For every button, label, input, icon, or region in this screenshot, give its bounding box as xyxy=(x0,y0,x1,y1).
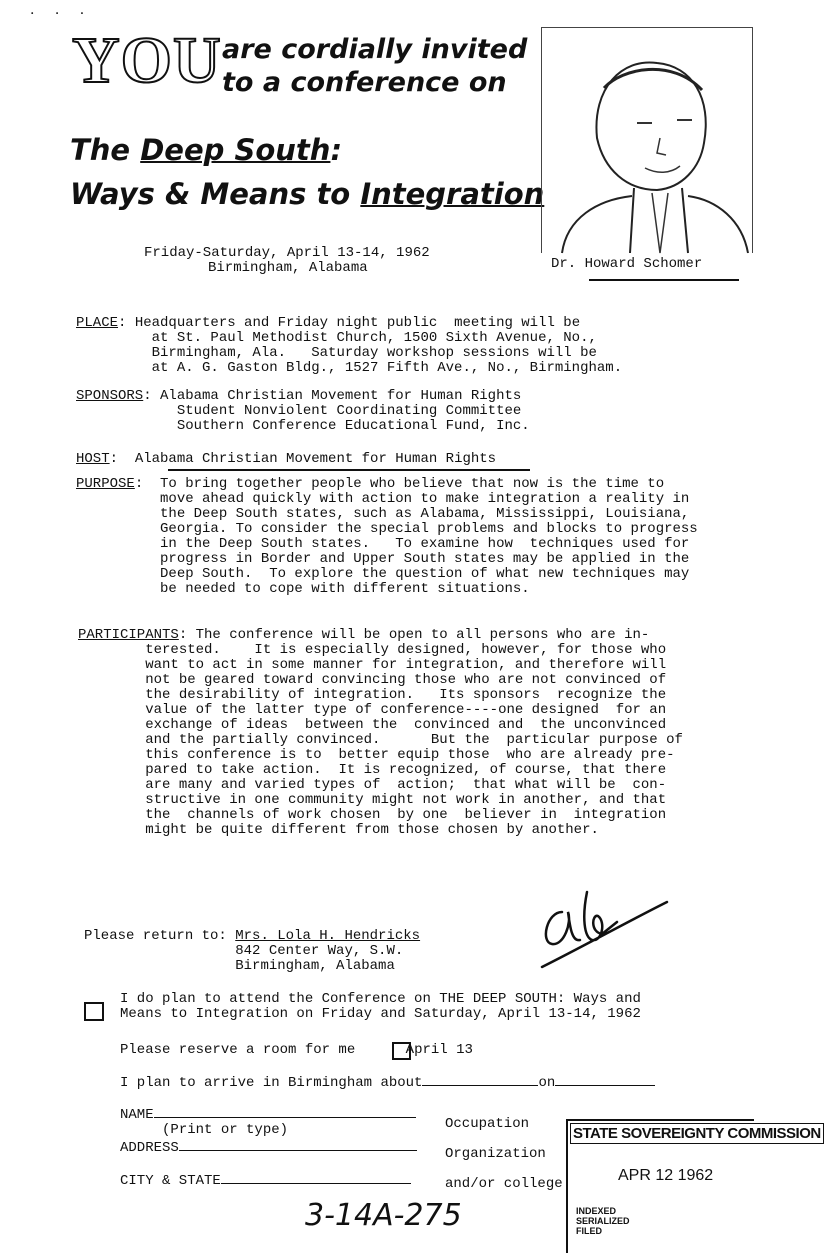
participants-line: : The conference will be open to all persons who are in- xyxy=(178,627,650,643)
participants-line: structive in one community might not work in another, and that xyxy=(78,792,667,808)
participants-section xyxy=(78,628,683,838)
arrive-on-text: on xyxy=(538,1075,556,1091)
arrive-date-field[interactable] xyxy=(555,1073,655,1086)
purpose-line: be needed to cope with different situations. xyxy=(76,581,530,597)
purpose-line: move ahead quickly with action to make integration a reality in xyxy=(76,491,690,507)
attend-line: Means to Integration on Friday and Saturday, April 13-14, 1962 xyxy=(120,1006,641,1022)
purpose-line: progress in Border and Upper South states may be applied in the xyxy=(76,551,690,567)
event-date-text: Friday-Saturday, April 13-14, 1962 xyxy=(144,245,430,261)
title-integration: Integration xyxy=(360,177,545,211)
stamp-indexed: INDEXED xyxy=(576,1206,617,1216)
participants-line: and the partially convinced. But the particular purpose of xyxy=(78,732,683,748)
organization-label: Organization xyxy=(445,1146,546,1162)
handwritten-signature xyxy=(532,882,672,977)
stamp-date: APR 12 1962 xyxy=(618,1167,714,1184)
stamp-title: STATE SOVEREIGNTY COMMISSION xyxy=(570,1123,824,1144)
address-label: ADDRESS xyxy=(120,1140,179,1156)
address-field[interactable] xyxy=(179,1138,417,1151)
arrive-text: I plan to arrive in Birmingham about xyxy=(120,1075,423,1091)
title-line-2: Ways & Means to Integration xyxy=(70,177,545,211)
sponsor-line: : Alabama Christian Movement for Human Rights xyxy=(143,388,522,404)
place-line: Birmingham, Ala. Saturday workshop sessions will be xyxy=(76,345,597,361)
participants-line: terested. It is especially designed, however, for those who xyxy=(78,642,667,658)
purpose-line: : To bring together people who believe that now is the time to xyxy=(134,476,665,492)
place-line: at St. Paul Methodist Church, 1500 Sixth Avenue, No., xyxy=(76,330,597,346)
document-number: 3-14A-275 xyxy=(305,1198,462,1233)
occupation-fields xyxy=(445,1117,563,1192)
participants-line: value of the latter type of conference----one designed for an xyxy=(78,702,667,718)
event-city-text: Birmingham, Alabama xyxy=(208,260,368,276)
title-deep-south: Deep South xyxy=(140,133,331,167)
reserve-date: April 13 xyxy=(405,1042,473,1058)
arrival-line xyxy=(120,1073,655,1091)
participants-line: this conference is to better equip those who are already pre- xyxy=(78,747,675,763)
city-state-field[interactable] xyxy=(221,1171,411,1184)
stamp-index-lines xyxy=(576,1206,630,1236)
stamp-filed: FILED xyxy=(576,1226,602,1236)
purpose-line: the Deep South states, such as Alabama, Mississippi, Louisiana, xyxy=(76,506,690,522)
attend-line: I do plan to attend the Conference on THE DEEP SOUTH: Ways and xyxy=(120,991,641,1007)
return-label: Please return to: xyxy=(84,928,227,944)
portrait-sketch xyxy=(542,28,752,253)
sponsor-line: Student Nonviolent Coordinating Committee xyxy=(76,403,522,419)
host-text: : Alabama Christian Movement for Human Rights xyxy=(109,451,497,467)
participants-line: want to act in some manner for integration, and therefore will xyxy=(78,657,667,673)
return-name: Mrs. Lola H. Hendricks xyxy=(235,928,421,944)
reserve-text: Please reserve a room for me xyxy=(120,1042,356,1058)
college-label: and/or college xyxy=(445,1176,563,1192)
purpose-label: PURPOSE xyxy=(76,476,135,492)
purpose-section xyxy=(76,477,698,597)
arrive-time-field[interactable] xyxy=(422,1073,538,1086)
title-line-1: The Deep South: xyxy=(70,133,343,167)
name-label: NAME xyxy=(120,1107,154,1123)
place-label: PLACE xyxy=(76,315,119,331)
city-state-label: CITY & STATE xyxy=(120,1173,221,1189)
host-section xyxy=(76,452,496,467)
return-address xyxy=(84,929,420,974)
name-hint: (Print or type) xyxy=(162,1122,289,1138)
stamp-serialized: SERIALIZED xyxy=(576,1216,630,1226)
purpose-line: Georgia. To consider the special problems and blocks to progress xyxy=(76,521,698,537)
name-field[interactable] xyxy=(154,1105,416,1118)
participants-line: might be quite different from those chosen by another. xyxy=(78,822,599,838)
place-section xyxy=(76,316,622,376)
place-line: : Headquarters and Friday night public meeting will be xyxy=(118,315,581,331)
purpose-line: in the Deep South states. To examine how techniques used for xyxy=(76,536,690,552)
conference-title xyxy=(70,128,544,216)
sponsors-label: SPONSORS xyxy=(76,388,144,404)
portrait-photo xyxy=(541,27,753,253)
return-street: 842 Center Way, S.W. xyxy=(235,943,404,959)
purpose-line: Deep South. To explore the question of what new techniques may xyxy=(76,566,690,582)
occupation-label: Occupation xyxy=(445,1116,530,1132)
participants-line: are many and varied types of action; that what will be con- xyxy=(78,777,667,793)
sponsors-section xyxy=(76,389,530,434)
invite-line-1: are cordially invited xyxy=(222,34,528,65)
invitation-text xyxy=(222,33,527,99)
you-heading: YOU xyxy=(72,24,222,97)
signature-mark xyxy=(532,882,672,972)
return-city: Birmingham, Alabama xyxy=(235,958,395,974)
place-line: at A. G. Gaston Bldg., 1527 Fifth Ave., No., Birmingham. xyxy=(76,360,623,376)
participants-line: pared to take action. It is recognized, of course, that there xyxy=(78,762,667,778)
caption-underline xyxy=(589,279,739,281)
reserve-room-line xyxy=(120,1043,473,1058)
attend-statement xyxy=(120,992,641,1022)
participants-line: exchange of ideas between the convinced and the unconvinced xyxy=(78,717,667,733)
reserve-room-checkbox[interactable] xyxy=(392,1042,411,1060)
corner-marks: · · · xyxy=(30,6,93,22)
host-label: HOST xyxy=(76,451,110,467)
sponsor-line: Southern Conference Educational Fund, Inc. xyxy=(76,418,530,434)
participants-line: the channels of work chosen by one believer in integration xyxy=(78,807,667,823)
registration-fields xyxy=(120,1105,417,1189)
participants-label: PARTICIPANTS xyxy=(78,627,179,643)
participants-line: the desirability of integration. Its sponsors recognize the xyxy=(78,687,667,703)
host-underline xyxy=(168,469,530,471)
invite-line-2: to a conference on xyxy=(222,67,507,98)
photo-caption: Dr. Howard Schomer xyxy=(551,256,703,272)
attend-checkbox[interactable] xyxy=(84,1002,104,1021)
event-dates xyxy=(144,246,430,276)
participants-line: not be geared toward convincing those who are not convinced of xyxy=(78,672,667,688)
